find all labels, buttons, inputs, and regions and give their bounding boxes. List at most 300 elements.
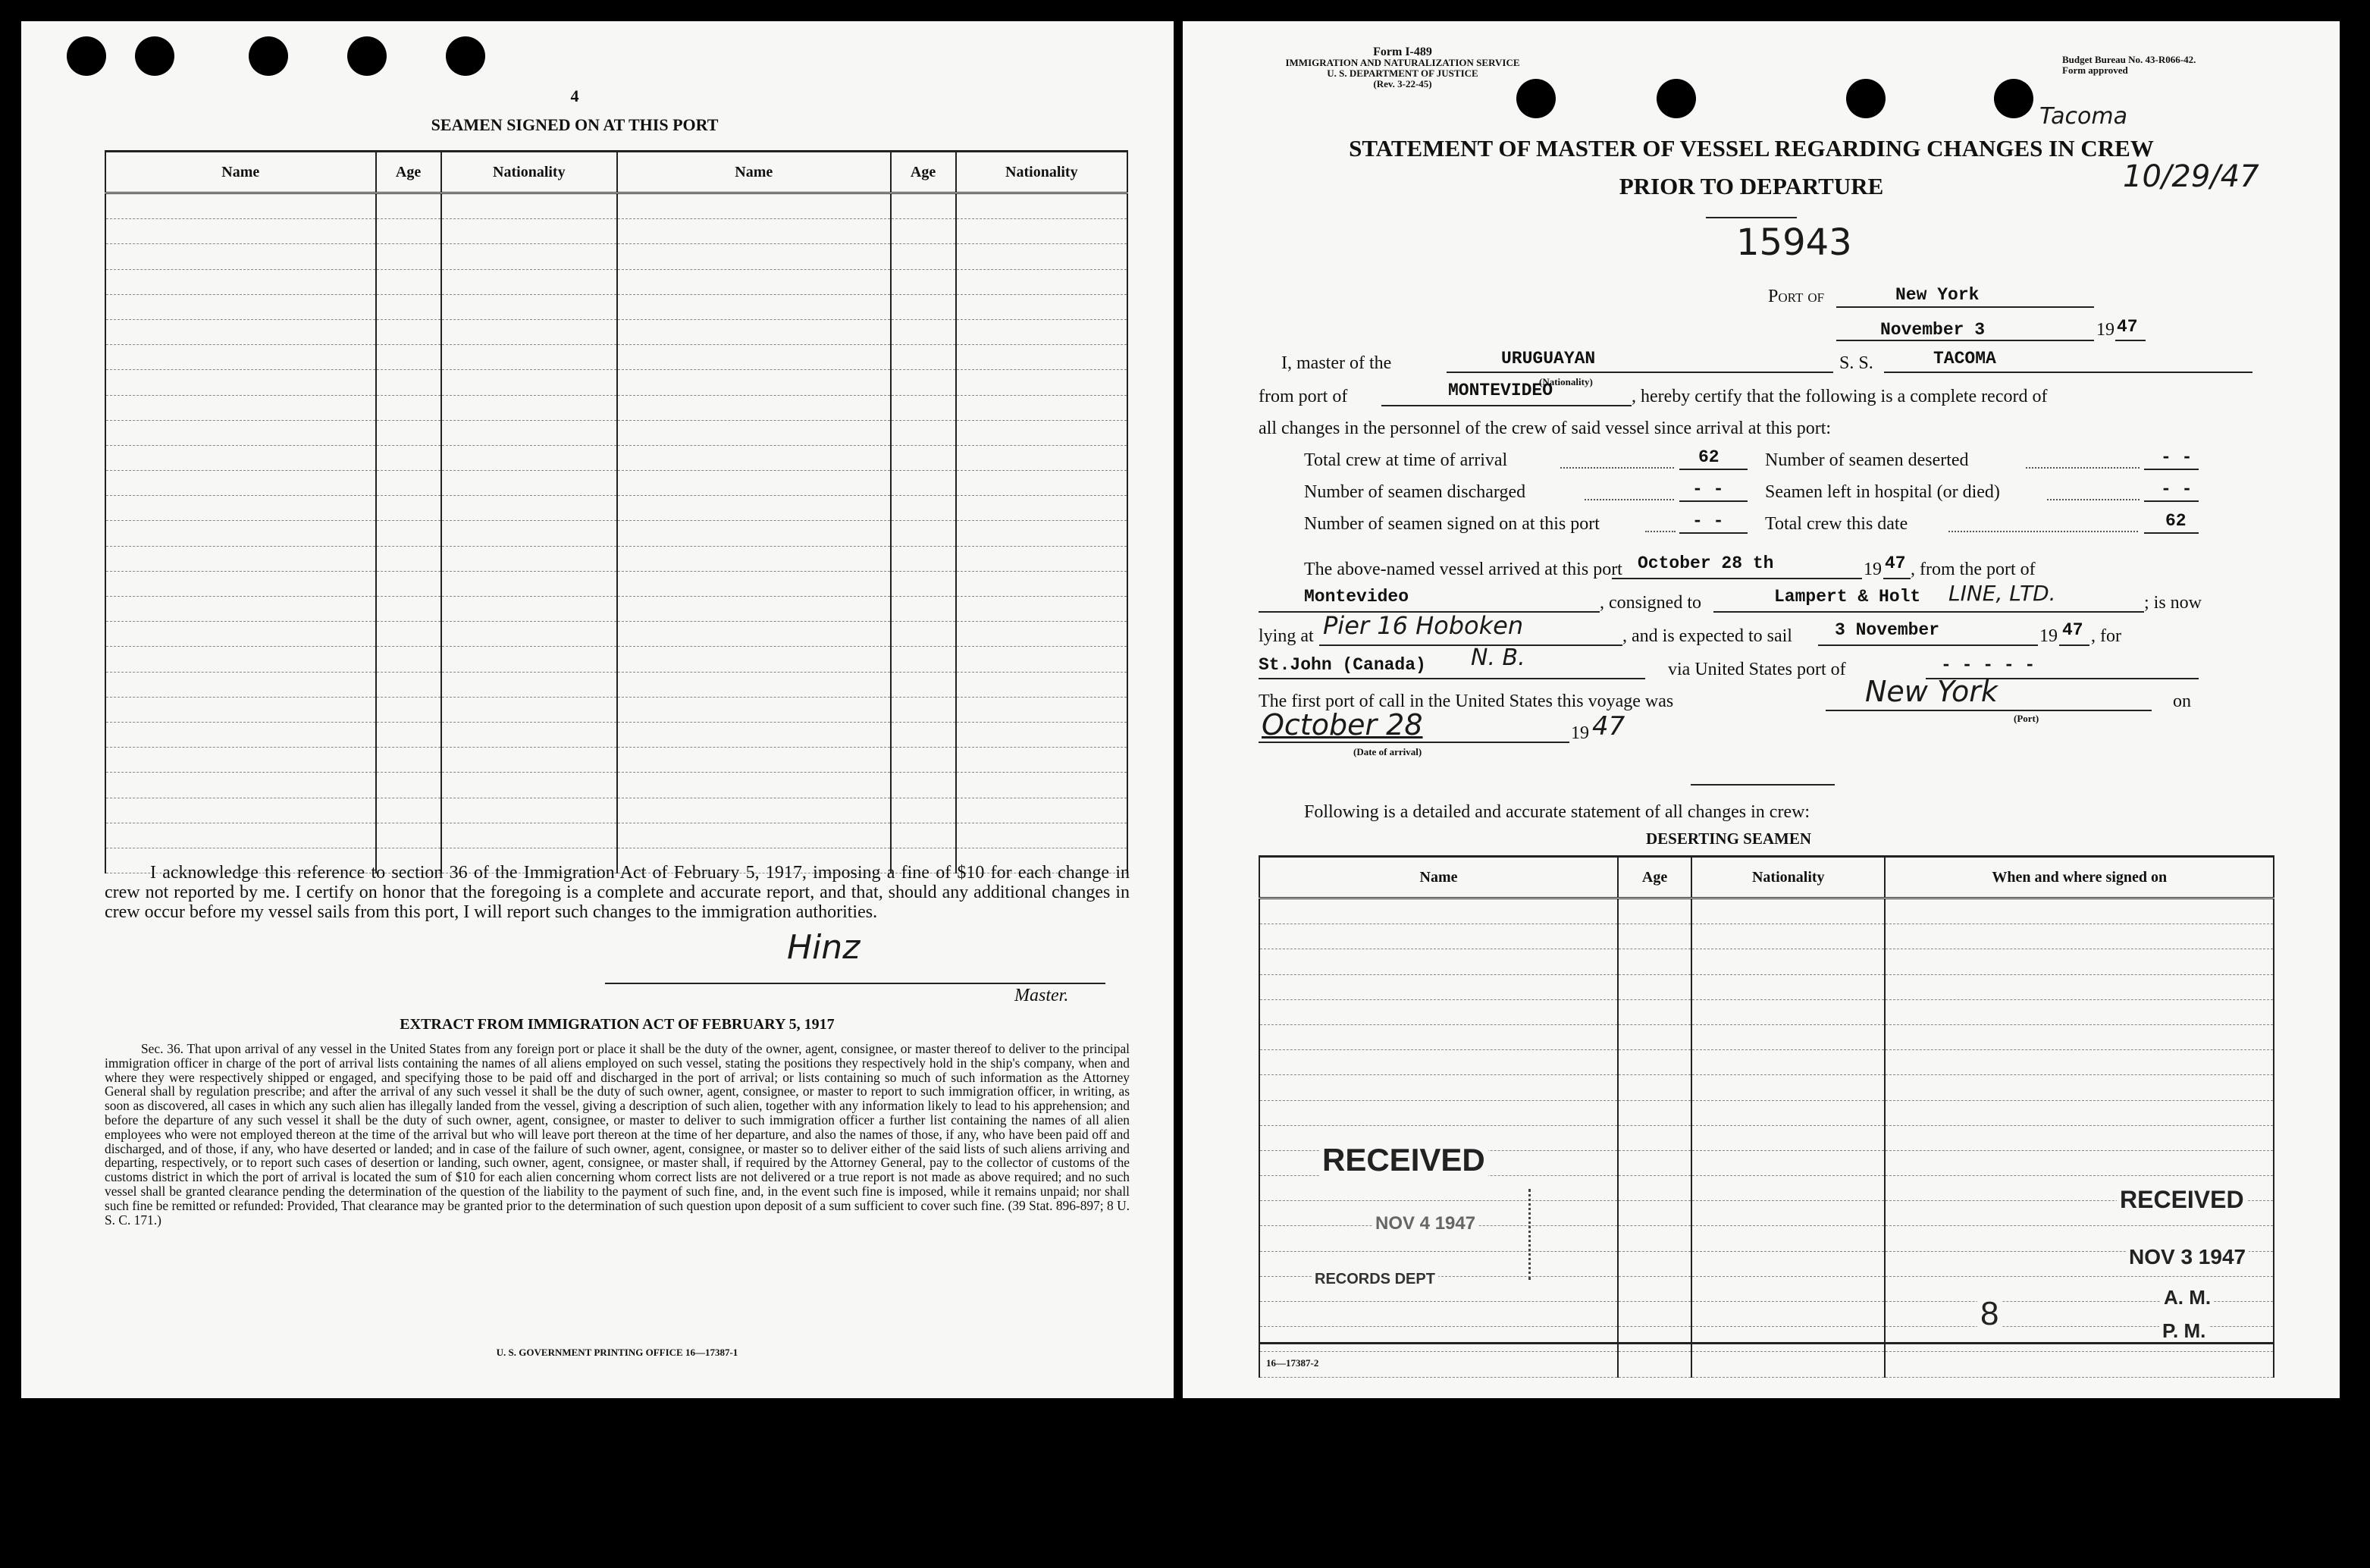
table-cell <box>441 773 617 798</box>
budget-info <box>2062 55 2196 76</box>
table-cell <box>617 193 891 219</box>
column-header: Nationality <box>441 152 617 193</box>
table-cell <box>1259 1075 1618 1100</box>
table-cell <box>956 546 1127 571</box>
table-cell <box>105 244 376 269</box>
deserting-seamen-table <box>1259 855 2274 1378</box>
column-header: Name <box>617 152 891 193</box>
table-cell <box>105 798 376 823</box>
table-row <box>105 546 1127 571</box>
table-cell <box>1618 924 1691 949</box>
table-cell <box>891 647 956 672</box>
punch-hole <box>135 36 174 76</box>
destination: St.John (Canada) <box>1259 655 1426 675</box>
nationality-line <box>1447 372 1833 373</box>
table-cell <box>376 798 441 823</box>
table-cell <box>617 798 891 823</box>
consigned-text: , consigned to <box>1600 593 1701 613</box>
table-cell <box>105 219 376 244</box>
table-body <box>1259 898 2274 1378</box>
table-cell <box>956 269 1127 294</box>
table-cell <box>376 571 441 596</box>
ss-line <box>1884 372 2252 373</box>
stat-label: Total crew at time of arrival <box>1304 450 1508 470</box>
table-cell <box>891 748 956 773</box>
first-port-year: 47 <box>1592 711 1625 742</box>
table-cell <box>956 571 1127 596</box>
title-line-1: STATEMENT OF MASTER OF VESSEL REGARDING CHANGES IN CREW <box>1349 135 2154 162</box>
table-cell <box>956 420 1127 445</box>
year-line <box>1883 578 1911 579</box>
stat-value: 62 <box>2165 511 2187 531</box>
table-cell <box>891 219 956 244</box>
table-cell <box>617 269 891 294</box>
punch-hole <box>1994 79 2033 118</box>
lying-at-value: Pier 16 Hoboken <box>1323 611 1524 640</box>
table-cell <box>1259 949 1618 974</box>
table-cell <box>1691 1251 1885 1276</box>
table-row <box>1259 1352 2274 1377</box>
table-cell <box>956 697 1127 722</box>
from-port-label: from port of <box>1259 387 1348 406</box>
sail-year: 47 <box>2062 620 2083 640</box>
table-cell <box>105 571 376 596</box>
received-stamp-left-date: NOV 4 1947 <box>1372 1213 1478 1234</box>
table-cell <box>105 521 376 546</box>
table-cell <box>376 546 441 571</box>
table-row <box>105 345 1127 370</box>
table-cell <box>956 294 1127 319</box>
table-cell <box>441 445 617 470</box>
table-cell <box>1618 1075 1691 1100</box>
lying-at-text: lying at <box>1259 626 1314 646</box>
table-cell <box>1691 1050 1885 1075</box>
table-cell <box>376 773 441 798</box>
table-cell <box>105 546 376 571</box>
stat-label: Number of seamen signed on at this port <box>1304 514 1600 534</box>
table-cell <box>441 521 617 546</box>
port-caption: (Port) <box>2014 713 2039 724</box>
table-row <box>105 571 1127 596</box>
page-number: 4 <box>570 86 579 105</box>
nationality-caption: (Nationality) <box>1539 376 1593 387</box>
stat-label: Number of seamen deserted <box>1765 450 1969 470</box>
stamp-border <box>1528 1189 1532 1280</box>
table-cell <box>1259 924 1618 949</box>
table-cell <box>891 798 956 823</box>
table-row <box>105 219 1127 244</box>
table-cell <box>105 319 376 344</box>
stat-value: - - <box>1692 511 1724 531</box>
table-cell <box>441 269 617 294</box>
table-cell <box>956 672 1127 697</box>
table-cell <box>956 521 1127 546</box>
table-cell <box>1691 1302 1885 1327</box>
table-cell <box>376 294 441 319</box>
arrived-text: The above-named vessel arrived at this port <box>1304 560 1622 579</box>
origin-port: Montevideo <box>1304 587 1409 607</box>
table-title: SEAMEN SIGNED ON AT THIS PORT <box>431 115 719 134</box>
via-text: via United States port of <box>1668 660 1846 679</box>
table-cell <box>1691 1226 1885 1251</box>
table-cell <box>891 773 956 798</box>
table-row <box>105 597 1127 622</box>
table-cell <box>617 647 891 672</box>
table-cell <box>891 521 956 546</box>
table-row <box>105 496 1127 521</box>
consignee-handwritten: LINE, LTD. <box>1948 581 2056 606</box>
table-row <box>105 395 1127 420</box>
table-cell <box>105 722 376 747</box>
year-line <box>2115 340 2146 341</box>
stat-leader <box>2047 499 2140 500</box>
table-cell <box>105 647 376 672</box>
table-cell <box>1691 999 1885 1024</box>
on-text: on <box>2173 691 2191 711</box>
table-cell <box>105 622 376 647</box>
table-cell <box>956 722 1127 747</box>
table-row <box>105 722 1127 747</box>
stat-leader <box>1948 531 2138 532</box>
column-header: When and where signed on <box>1885 857 2274 898</box>
table-cell <box>617 521 891 546</box>
table-cell <box>617 294 891 319</box>
stat-value: - - <box>1692 479 1724 499</box>
table-cell <box>617 672 891 697</box>
table-cell <box>1259 1176 1618 1201</box>
table-cell <box>617 722 891 747</box>
ss-value: TACOMA <box>1933 349 1996 368</box>
table-cell <box>1618 1150 1691 1175</box>
table-cell <box>1691 1352 1885 1377</box>
stat-leader <box>2026 467 2140 469</box>
table-body <box>105 193 1127 873</box>
stat-line <box>2144 469 2199 470</box>
table-cell <box>1691 1100 1885 1125</box>
table-cell <box>1618 1276 1691 1301</box>
table-cell <box>376 420 441 445</box>
destination-handwritten: N. B. <box>1471 644 1525 671</box>
all-changes-text: all changes in the personnel of the crew of said vessel since arrival at this port: <box>1259 419 1832 438</box>
deserting-title: DESERTING SEAMEN <box>1645 829 1812 848</box>
table-cell <box>1885 1352 2274 1377</box>
section-rule <box>1691 784 1835 786</box>
stat-value: - - <box>2161 479 2193 499</box>
table-cell <box>617 319 891 344</box>
expected-text: , and is expected to sail <box>1622 626 1792 646</box>
table-cell <box>891 269 956 294</box>
punch-hole <box>249 36 288 76</box>
from-port-line <box>1381 405 1632 406</box>
table-cell <box>1618 1176 1691 1201</box>
table-cell <box>1259 1100 1618 1125</box>
first-port-date: October 28 <box>1262 708 1423 742</box>
table-row <box>105 521 1127 546</box>
table-cell <box>1885 1125 2274 1150</box>
table-row <box>105 798 1127 823</box>
table-cell <box>105 471 376 496</box>
table-cell <box>617 496 891 521</box>
table-cell <box>1618 898 1691 924</box>
sail-date-line <box>1818 644 2038 646</box>
table-cell <box>1618 999 1691 1024</box>
table-cell <box>1618 1251 1691 1276</box>
following-text: Following is a detailed and accurate statement of all changes in crew: <box>1304 802 1810 822</box>
table-row <box>1259 1050 2274 1075</box>
table-cell <box>376 521 441 546</box>
table-row <box>105 244 1127 269</box>
table-cell <box>1885 974 2274 999</box>
year-line <box>2059 644 2089 646</box>
extract-text: Sec. 36. That upon arrival of any vessel in the United States from any foreign port or place it shall be the duty of the owner, agent, consignee, or master thereof to deliver to the principal immigration officer in charge of the port of arrival lists containing the names of all aliens employed on such vessel, stating the positions they respectively hold in the ship's company, when and where they were respectively shipped or engaged, and specifying those to be paid off and discharged in the port of arrival; or lists containing so much of such information as the Attorney General shall by regulation prescribe; and after the arrival of any such vessel it shall be the duty of such owner, agent, consignee, or master to report to such immigration officer, in writing, as soon as discovered, all cases in which any such alien has illegally landed from the vessel, giving a description of such alien, together with any information likely to lead to his apprehension; and before the departure of any such vessel it shall be the duty of such owner, agent, consignee, or master to deliver to such immigration officer a further list containing the names of all alien employees who were not employed thereon at the time of the arrival but who will leave port thereon at the time of her departure, and also the names of those, if any, who have been paid off and discharged, and of those, if any, who have deserted or landed; and in case of the failure of such owner, agent, consignee, or master so to deliver either of the said lists of such aliens arriving and departing, respectively, or to report such cases of desertion or landing, such owner, agent, consignee, or master shall, if required by the Attorney General, pay to the collector of customs of the customs district in which the port of arrival is located the sum of $10 for each alien concerning whom correct lists are not delivered or a true report is not made as above required; and no such vessel shall be granted clearance pending the determination of the question of the liability to the payment of such fine, and, in the event such fine is imposed, while it remains unpaid; nor shall such fine be remitted or refunded: Provided, That clearance may be granted prior to the determination of such question upon deposit of a sum sufficient to cover such fine. (39 Stat. 896-897; 8 U. S. C. 171.) <box>105 1041 1130 1228</box>
received-stamp-right-date: NOV 3 1947 <box>2126 1245 2249 1269</box>
table-row <box>1259 974 2274 999</box>
stat-line <box>2144 532 2199 534</box>
stat-line <box>1679 469 1748 470</box>
table-cell <box>376 445 441 470</box>
pm-label: P. M. <box>2159 1319 2209 1343</box>
column-header: Age <box>1618 857 1691 898</box>
table-cell <box>1885 924 2274 949</box>
table-cell <box>1618 1201 1691 1226</box>
table-cell <box>1259 1050 1618 1075</box>
table-cell <box>891 622 956 647</box>
table-cell <box>617 773 891 798</box>
table-row <box>1259 1327 2274 1352</box>
for-text: , for <box>2091 626 2121 646</box>
table-cell <box>1618 1024 1691 1049</box>
received-stamp-left-dept: RECORDS DEPT <box>1312 1271 1438 1288</box>
form-code: 16—17387-2 <box>1266 1357 1319 1369</box>
nationality-value: URUGUAYAN <box>1501 349 1596 368</box>
table-cell <box>891 420 956 445</box>
column-header: Name <box>105 152 376 193</box>
table-bottom-rule <box>1259 1342 2274 1344</box>
table-cell <box>1885 1024 2274 1049</box>
table-cell <box>105 697 376 722</box>
form-header <box>1259 47 1547 89</box>
table-cell <box>1691 1327 1885 1352</box>
table-cell <box>1691 1201 1885 1226</box>
stat-label: Total crew this date <box>1765 514 1908 534</box>
form-number: Form I-489 <box>1373 45 1432 58</box>
handwritten-date: 10/29/47 <box>2123 159 2259 194</box>
port-of-label: Port of <box>1768 287 1825 306</box>
table-cell <box>1691 974 1885 999</box>
form-revision: (Rev. 3-22-45) <box>1373 78 1432 89</box>
table-cell <box>376 345 441 370</box>
table-cell <box>617 370 891 395</box>
table-cell <box>956 370 1127 395</box>
table-row <box>105 269 1127 294</box>
table-cell <box>617 395 891 420</box>
table-cell <box>617 622 891 647</box>
table-row <box>105 647 1127 672</box>
table-cell <box>1259 999 1618 1024</box>
table-cell <box>376 193 441 219</box>
table-cell <box>376 395 441 420</box>
table-cell <box>617 244 891 269</box>
signature-line <box>605 983 1105 984</box>
table-cell <box>1691 1024 1885 1049</box>
table-cell <box>1618 1226 1691 1251</box>
table-cell <box>441 697 617 722</box>
consignee: Lampert & Holt <box>1774 587 1921 607</box>
table-row <box>1259 1302 2274 1327</box>
table-cell <box>376 622 441 647</box>
stat-value: - - <box>2161 447 2193 467</box>
table-cell <box>441 244 617 269</box>
via-value: - - - - - <box>1941 655 2036 675</box>
table-row <box>105 697 1127 722</box>
table-row <box>105 773 1127 798</box>
date-line <box>1836 340 2094 341</box>
table-cell <box>891 244 956 269</box>
table-cell <box>441 193 617 219</box>
received-stamp-right: RECEIVED <box>2117 1186 2247 1214</box>
stat-leader <box>1585 499 1674 500</box>
stat-leader <box>1645 531 1676 532</box>
table-cell <box>1618 949 1691 974</box>
table-row <box>105 622 1127 647</box>
table-cell <box>617 823 891 848</box>
table-cell <box>617 219 891 244</box>
form-agency: IMMIGRATION AND NATURALIZATION SERVICE <box>1285 57 1520 68</box>
sail-date: 3 November <box>1835 620 1940 640</box>
table-cell <box>441 622 617 647</box>
table-cell <box>1259 898 1618 924</box>
master-signature: Hinz <box>787 928 861 967</box>
punch-hole <box>347 36 387 76</box>
table-cell <box>891 445 956 470</box>
table-cell <box>891 597 956 622</box>
table-cell <box>956 748 1127 773</box>
table-cell <box>105 496 376 521</box>
year-prefix: 19 <box>2096 320 2115 340</box>
received-stamp-left: RECEIVED <box>1319 1142 1488 1178</box>
table-cell <box>956 244 1127 269</box>
arrived-date-line <box>1612 578 1862 579</box>
column-header: Nationality <box>956 152 1127 193</box>
date-value: November 3 <box>1880 320 1986 340</box>
table-cell <box>441 571 617 596</box>
table-cell <box>441 672 617 697</box>
stat-label: Seamen left in hospital (or died) <box>1765 482 2000 502</box>
table-cell <box>617 597 891 622</box>
table-cell <box>1259 1302 1618 1327</box>
table-cell <box>105 823 376 848</box>
table-cell <box>441 546 617 571</box>
port-of-line <box>1836 306 2094 308</box>
table-cell <box>891 294 956 319</box>
table-cell <box>956 597 1127 622</box>
table-cell <box>105 294 376 319</box>
table-cell <box>441 370 617 395</box>
year-prefix: 19 <box>1864 560 1882 579</box>
table-cell <box>441 496 617 521</box>
table-cell <box>441 319 617 344</box>
stat-line <box>2144 500 2199 502</box>
table-cell <box>441 294 617 319</box>
table-cell <box>617 445 891 470</box>
table-cell <box>105 748 376 773</box>
punch-hole <box>1846 79 1886 118</box>
table-cell <box>1618 1100 1691 1125</box>
table-cell <box>617 345 891 370</box>
table-cell <box>105 395 376 420</box>
am-label: A. M. <box>2161 1286 2214 1309</box>
table-cell <box>617 471 891 496</box>
table-row <box>105 672 1127 697</box>
table-cell <box>1691 924 1885 949</box>
table-cell <box>891 395 956 420</box>
table-cell <box>1618 1327 1691 1352</box>
table-row <box>105 748 1127 773</box>
table-cell <box>441 597 617 622</box>
arrived-date: October 28 th <box>1638 554 1774 573</box>
table-cell <box>1691 1125 1885 1150</box>
table-cell <box>105 445 376 470</box>
table-cell <box>956 219 1127 244</box>
from-port-value: MONTEVIDEO <box>1448 381 1553 400</box>
first-port-text: The first port of call in the United States this voyage was <box>1259 691 1674 711</box>
table-cell <box>956 496 1127 521</box>
title-line-2: PRIOR TO DEPARTURE <box>1619 173 1884 199</box>
table-row <box>105 445 1127 470</box>
table-cell <box>441 798 617 823</box>
table-cell <box>105 773 376 798</box>
acknowledgement-text: I acknowledge this reference to section 36 of the Immigration Act of February 5, 1917, imposing a fine of $10 for each change in crew not reported by me. I certify on honor that the foregoing is a complete and accurate report, and that, should any additional changes in crew occur before my vessel sails from this port, I will report such changes to the immigration authorities. <box>105 863 1130 922</box>
stat-value: 62 <box>1698 447 1720 467</box>
table-row <box>105 319 1127 344</box>
table-cell <box>956 773 1127 798</box>
table-cell <box>441 395 617 420</box>
table-cell <box>891 546 956 571</box>
table-cell <box>376 471 441 496</box>
table-cell <box>1885 1302 2274 1327</box>
table-cell <box>1885 949 2274 974</box>
table-cell <box>376 722 441 747</box>
table-cell <box>376 748 441 773</box>
table-cell <box>376 244 441 269</box>
table-cell <box>105 345 376 370</box>
table-cell <box>105 193 376 219</box>
table-cell <box>891 722 956 747</box>
table-cell <box>891 345 956 370</box>
table-cell <box>956 319 1127 344</box>
table-row <box>1259 1075 2274 1100</box>
table-cell <box>1259 974 1618 999</box>
table-row <box>1259 1024 2274 1049</box>
column-header: Nationality <box>1691 857 1885 898</box>
table-row <box>105 370 1127 395</box>
stat-leader <box>1560 467 1674 469</box>
table-row <box>105 823 1127 848</box>
punch-hole <box>67 36 106 76</box>
form-department: U. S. DEPARTMENT OF JUSTICE <box>1327 67 1478 79</box>
table-cell <box>441 471 617 496</box>
table-cell <box>956 345 1127 370</box>
table-row <box>1259 949 2274 974</box>
budget-number: Budget Bureau No. 43-R066-42. <box>2062 54 2196 65</box>
table-cell <box>1691 949 1885 974</box>
table-row <box>105 471 1127 496</box>
table-cell <box>1259 1024 1618 1049</box>
table-row <box>105 420 1127 445</box>
table-cell <box>376 697 441 722</box>
table-cell <box>891 672 956 697</box>
table-cell <box>891 571 956 596</box>
